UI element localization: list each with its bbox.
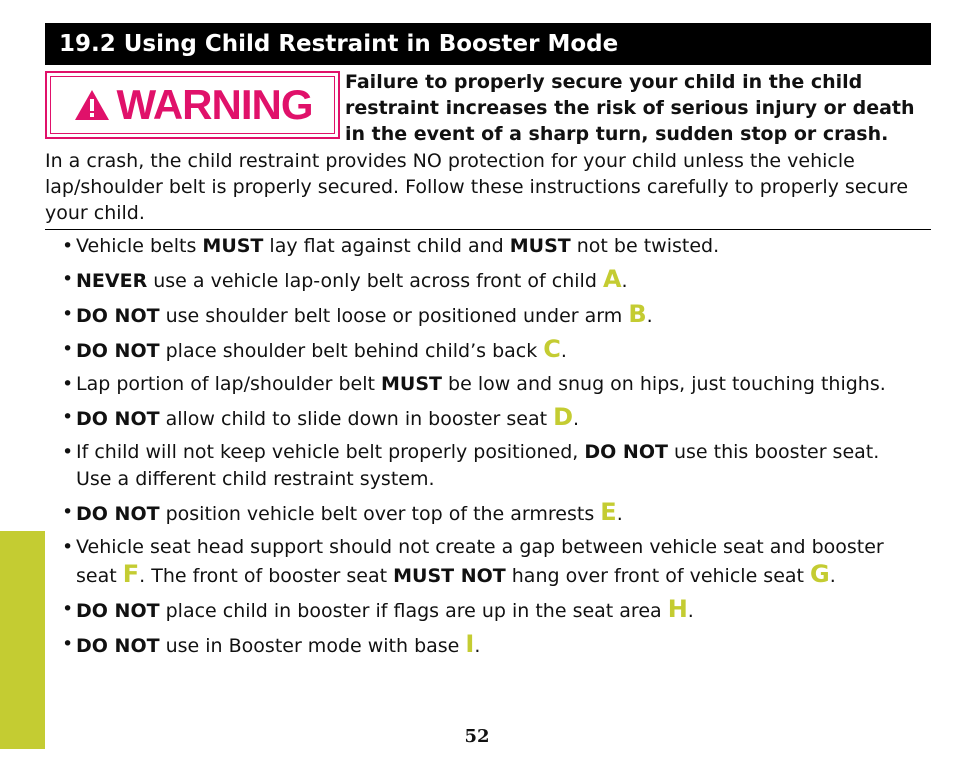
warning-banner (45, 71, 340, 139)
list-item: • DO NOT allow child to slide down in booster seat D. (62, 403, 580, 431)
list-item: • DO NOT place child in booster if flags are up in the seat area H. (62, 595, 694, 623)
figure-letter: A (602, 265, 622, 293)
figure-letter: D (553, 403, 574, 431)
warning-label: WARNING (116, 81, 313, 128)
section-title: 19.2 Using Child Restraint in Booster Mode (45, 23, 931, 65)
list-item: • Vehicle belts MUST lay flat against child and MUST not be twisted. (62, 235, 720, 257)
figure-letter: E (600, 498, 617, 526)
intro-normal-text: In a crash, the child restraint provides NO protection for your child unless the vehicle lap/shoulder belt is properly secured. Follow these instructions carefully to properly secure your child. (45, 150, 909, 224)
list-item: • NEVER use a vehicle lap-only belt across front of child A. (62, 265, 628, 293)
chapter-side-tab (0, 531, 45, 749)
figure-letter: H (667, 595, 688, 623)
figure-letter: C (543, 335, 561, 363)
page-number: 52 (464, 726, 490, 747)
warning-triangle-icon (73, 88, 111, 122)
figure-letter: B (628, 300, 647, 328)
figure-letter: F (122, 560, 140, 588)
list-item: • If child will not keep vehicle belt properly positioned, DO NOT use this booster seat. Use a different child restraint system. (62, 441, 880, 490)
list-item: • DO NOT position vehicle belt over top of the armrests E. (62, 498, 623, 526)
intro-bold-text: Failure to properly secure your child in the child restraint increases the risk of serious injury or death in the event of a sharp turn, sudden stop or crash. (345, 71, 915, 145)
list-item: • DO NOT place shoulder belt behind child’s back C. (62, 335, 567, 363)
divider (45, 229, 931, 230)
warning-banner-inner (50, 76, 335, 134)
figure-letter: G (810, 560, 830, 588)
list-item: • Vehicle seat head support should not create a gap between vehicle seat and booster seat F. The front of booster seat MUST NOT hang over front of vehicle seat G. (62, 536, 884, 588)
instruction-list (62, 233, 912, 666)
list-item: • DO NOT use shoulder belt loose or positioned under arm B. (62, 300, 653, 328)
list-item: • Lap portion of lap/shoulder belt MUST be low and snug on hips, just touching thighs. (62, 373, 886, 395)
figure-letter: I (465, 630, 475, 658)
intro-text (45, 148, 935, 226)
list-item: • DO NOT use in Booster mode with base I. (62, 630, 481, 658)
